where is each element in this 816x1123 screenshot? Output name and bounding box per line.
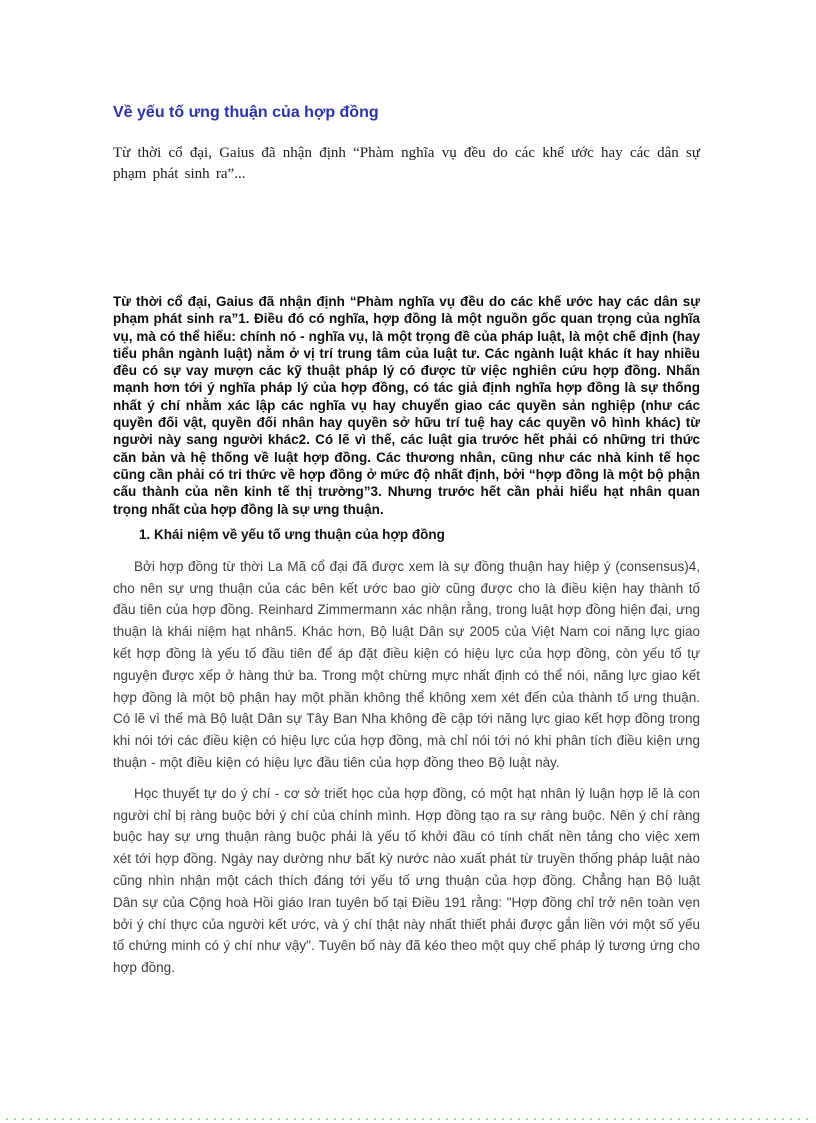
body-paragraph: Bởi hợp đồng từ thời La Mã cổ đại đã được xem là sự đồng thuận hay hiệp ý (consensus)4, cho nên sự ưng thuận của các bên kết ước bao giờ cũng được cho là điều kiện hay thành tố đầu tiên của hợp đồng. Reinhard Zimmermann xác nhận rằng, trong luật hợp đồng hiện đại, ưng thuận là khái niệm hạt nhân5. Khác hơn, Bộ luật Dân sự 2005 của Việt Nam coi năng lực giao kết hợp đồng là yếu tố đầu tiên để áp đặt điều kiện có hiệu lực của hợp đồng, còn yếu tố tự nguyện được xếp ở hàng thứ ba. Trong một chừng mực nhất định có thể nói, năng lực giao kết hợp đồng là một bộ phận hay một phần không thể không xem xét đến của thành tố ưng thuận. Có lẽ vì thế mà Bộ luật Dân sự Tây Ban Nha không đề cập tới năng lực giao kết hợp đồng trong khi nói tới các điều kiện có hiệu lực của hợp đồng, mà chỉ nói tới nó khi phân tích điều kiện ưng thuận - một điều kiện có hiệu lực đầu tiên của hợp đồng theo Bộ luật này. (113, 558, 700, 771)
body-paragraph: Học thuyết tự do ý chí - cơ sở triết học của hợp đồng, có một hạt nhân lý luận hợp lẽ là con người chỉ bị ràng buộc bởi ý chí của chính mình. Hợp đồng tạo ra sự ràng buộc. Nên ý chí ràng buộc hay sự ưng thuận ràng buộc phải là yếu tố khởi đầu có tính chất nền tảng cho việc xem xét tới hợp đồng. Ngày nay dường như bất kỳ nước nào xuất phát từ truyền thống pháp luật nào cũng nhìn nhận một cách thích đáng tới yếu tố ưng thuận của hợp đồng. Chẳng hạn Bộ luật Dân sự của Cộng hoà Hồi giáo Iran tuyên bố tại Điều 191 rằng: "Hợp đồng chỉ trở nên toàn vẹn bởi ý chí thực của người kết ước, và ý chí thật này nhất thiết phải được gắn liền với một số yếu tố chứng minh có ý chí như vậy". Tuyên bố này đã kéo theo một quy chế pháp lý tương ứng cho hợp đồng. (113, 785, 700, 976)
section-heading: 1. Khái niệm về yếu tố ưng thuận của hợp đồng (139, 526, 445, 542)
intro-paragraph: Từ thời cổ đại, Gaius đã nhận định “Phàm nghĩa vụ đều do các khế ước hay các dân sự phạm phát sinh ra”... (113, 145, 700, 182)
page-title: Về yếu tố ưng thuận của hợp đồng (113, 104, 379, 121)
lead-paragraph: Từ thời cổ đại, Gaius đã nhận định “Phàm nghĩa vụ đều do các khế ước hay các dân sự phạm phát sinh ra”1. Điều đó có nghĩa, hợp đồng là một nguồn gốc quan trọng của nghĩa vụ, mà có thể hiểu: chính nó - nghĩa vụ, là một trọng đề của pháp luật, là một chế định (hay tiểu phân ngành luật) nằm ở vị trí trung tâm của luật tư. Các ngành luật khác ít hay nhiều đều có sự vay mượn các kỹ thuật pháp lý có được từ việc nghiên cứu hợp đồng. Nhấn mạnh hơn tới ý nghĩa pháp lý của hợp đồng, có tác giả định nghĩa hợp đồng là sự thống nhất ý chí nhằm xác lập các nghĩa vụ hay chuyển giao các quyền sản nghiệp (như các quyền đối vật, quyền đối nhân hay quyền sở hữu trí tuệ hay các quyền vô hình khác) từ người này sang người khác2. Có lẽ vì thế, các luật gia trước hết phải có những tri thức căn bản và hệ thống về luật hợp đồng. Các thương nhân, cũng như các nhà kinh tế học cũng cần phải có tri thức về hợp đồng ở mức độ nhất định, bởi “hợp đồng là một bộ phận cấu thành của nền kinh tế thị trường”3. Nhưng trước hết cần phải hiểu hạt nhân quan trọng nhất của hợp đồng là sự ưng thuận. (113, 294, 700, 517)
page-bottom-dotted-divider (6, 1118, 810, 1120)
